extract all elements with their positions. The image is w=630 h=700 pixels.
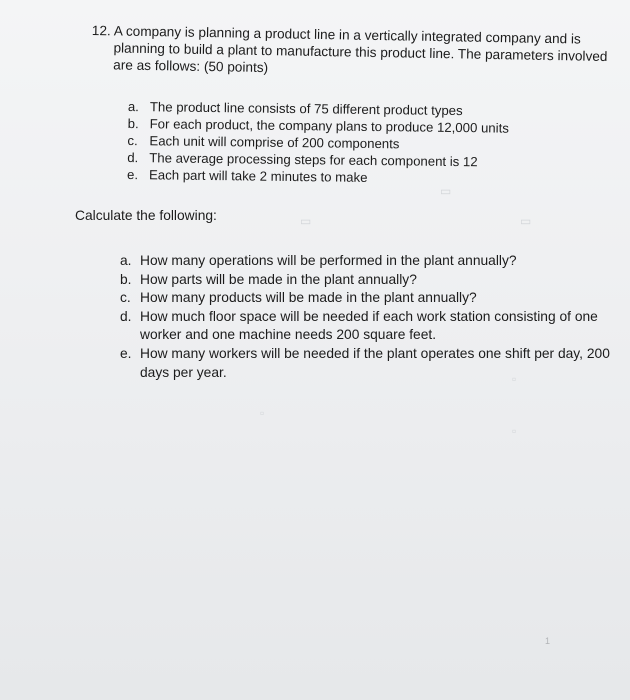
list-item: [120, 252, 625, 271]
list-item: [120, 308, 625, 345]
item-letter: c.: [127, 132, 138, 149]
item-text: The average processing steps for each component is 12: [149, 150, 478, 170]
question-text: A company is planning a product line in a vertically integrated company and is planning to build a plant to manufacture this product line. The parameters involved are as follows: (50 points): [113, 23, 608, 76]
bleed-through-mark: ▭: [440, 184, 452, 198]
page-mark: 1: [545, 636, 551, 646]
item-letter: a.: [120, 253, 132, 268]
list-item: [120, 289, 625, 308]
task-list: [120, 252, 625, 382]
bleed-through-mark: ▫: [512, 424, 517, 438]
item-text: How parts will be made in the plant annually?: [140, 271, 417, 287]
item-text: Each unit will comprise of 200 components: [149, 133, 400, 152]
question-number: 12.: [91, 22, 111, 39]
item-letter: c.: [120, 290, 131, 306]
item-text: How many workers will be needed if the plant operates one shift per day, 200 days per year.: [140, 345, 610, 380]
question-block: [91, 22, 620, 76]
item-text: Each part will take 2 minutes to make: [148, 167, 368, 185]
item-letter: d.: [120, 308, 132, 324]
item-letter: e.: [120, 345, 132, 361]
list-item: [120, 345, 625, 382]
calculate-heading: Calculate the following:: [75, 208, 217, 223]
item-letter: b.: [120, 271, 132, 287]
question-header: [91, 22, 620, 82]
item-text: How much floor space will be needed if each work station consisting of one worker and one machine needs 200 square feet.: [140, 308, 598, 343]
item-text: How many operations will be performed in the plant annually?: [140, 253, 517, 268]
list-item: [120, 271, 625, 290]
parameter-list: [127, 98, 548, 188]
bleed-through-mark: ▫: [512, 372, 517, 386]
item-text: How many products will be made in the plant annually?: [140, 290, 477, 306]
bleed-through-mark: ▭: [300, 214, 312, 228]
item-letter: b.: [127, 115, 139, 132]
bleed-through-mark: ▫: [260, 406, 265, 420]
item-letter: d.: [127, 149, 139, 166]
item-text: For each product, the company plans to produce 12,000 units: [149, 116, 509, 136]
item-text: The product line consists of 75 different product types: [149, 99, 463, 119]
item-letter: a.: [127, 98, 139, 115]
item-letter: e.: [126, 166, 139, 183]
bleed-through-mark: ▭: [520, 214, 532, 228]
